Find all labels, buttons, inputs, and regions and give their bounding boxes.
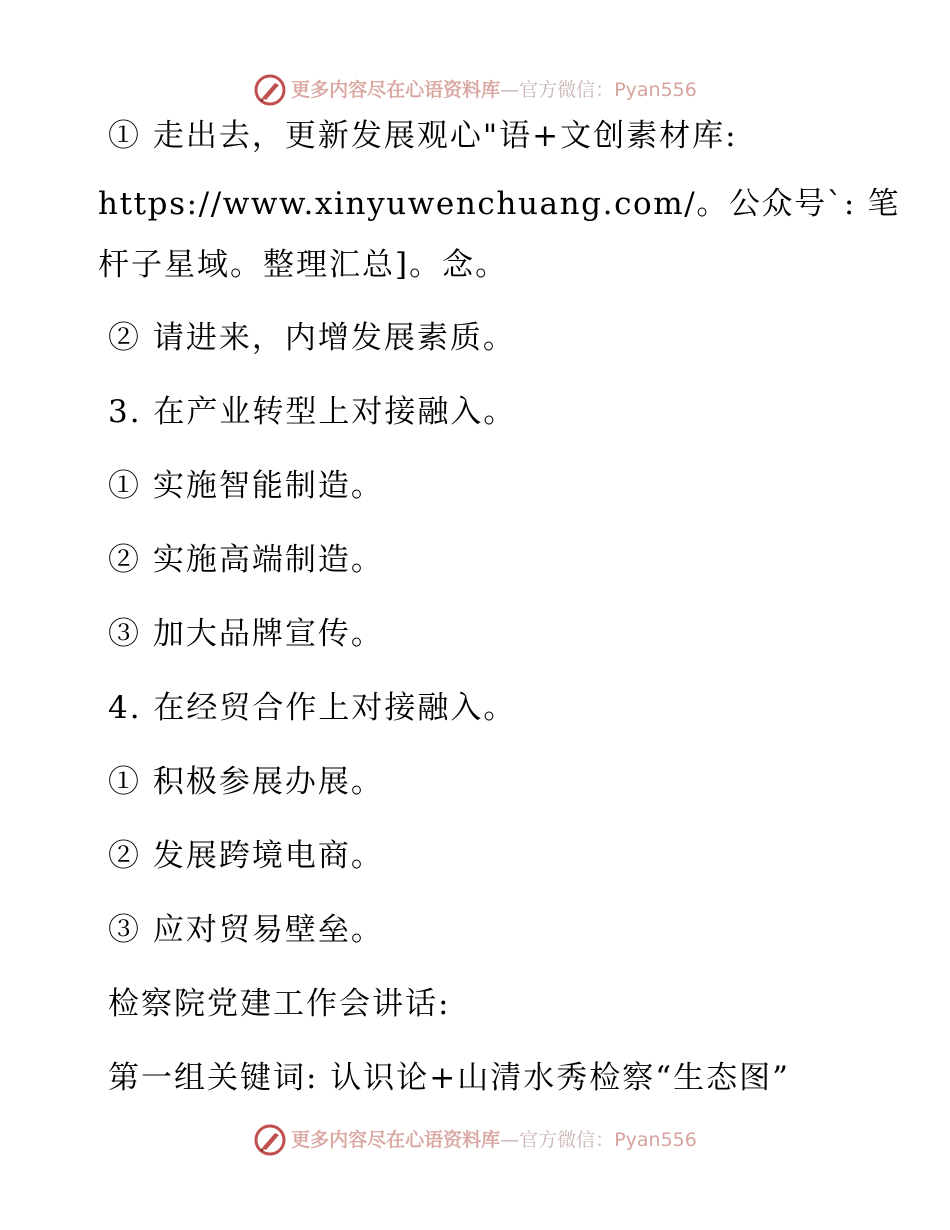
text-line: ② 发展跨境电商。: [108, 838, 384, 874]
text-line: ① 走出去，更新发展观心"语+文创素材库:: [108, 118, 738, 154]
text-line: 3. 在产业转型上对接融入。: [108, 394, 517, 430]
watermark-dash: —: [500, 1129, 520, 1151]
text-line: ① 积极参展办展。: [108, 764, 384, 800]
watermark-main-text: 更多内容尽在心语资料库: [291, 1129, 501, 1151]
text-line: ③ 应对贸易壁垒。: [108, 912, 384, 948]
text-line: ② 请进来，内增发展素质。: [108, 320, 516, 356]
text-line: ③ 加大品牌宣传。: [108, 616, 384, 652]
watermark-dash: —: [500, 79, 520, 101]
text-line: 杆子星域。整理汇总]。念。: [98, 247, 509, 283]
header-watermark: [0, 70, 950, 110]
watermark-sub-text: 官方微信：: [519, 79, 615, 101]
text-line: 检察院党建工作会讲话:: [108, 986, 451, 1022]
footer-watermark: [0, 1120, 950, 1160]
text-line: https://www.xinyuwenchuang.com/。公众号`: 笔: [98, 186, 900, 222]
text-line: 4. 在经贸合作上对接融入。: [108, 690, 517, 726]
quill-pen-logo-icon: [253, 73, 287, 107]
quill-pen-logo-icon: [253, 1123, 287, 1157]
text-line: ② 实施高端制造。: [108, 542, 384, 578]
watermark-sub-text: 官方微信：: [519, 1129, 615, 1151]
watermark-wechat-id: Pyan556: [614, 79, 697, 101]
watermark-wechat-id: Pyan556: [614, 1129, 697, 1151]
text-line: ① 实施智能制造。: [108, 468, 384, 504]
text-line: 第一组关键词: 认识论+山清水秀检察“生态图”: [108, 1060, 790, 1096]
watermark-main-text: 更多内容尽在心语资料库: [291, 79, 501, 101]
